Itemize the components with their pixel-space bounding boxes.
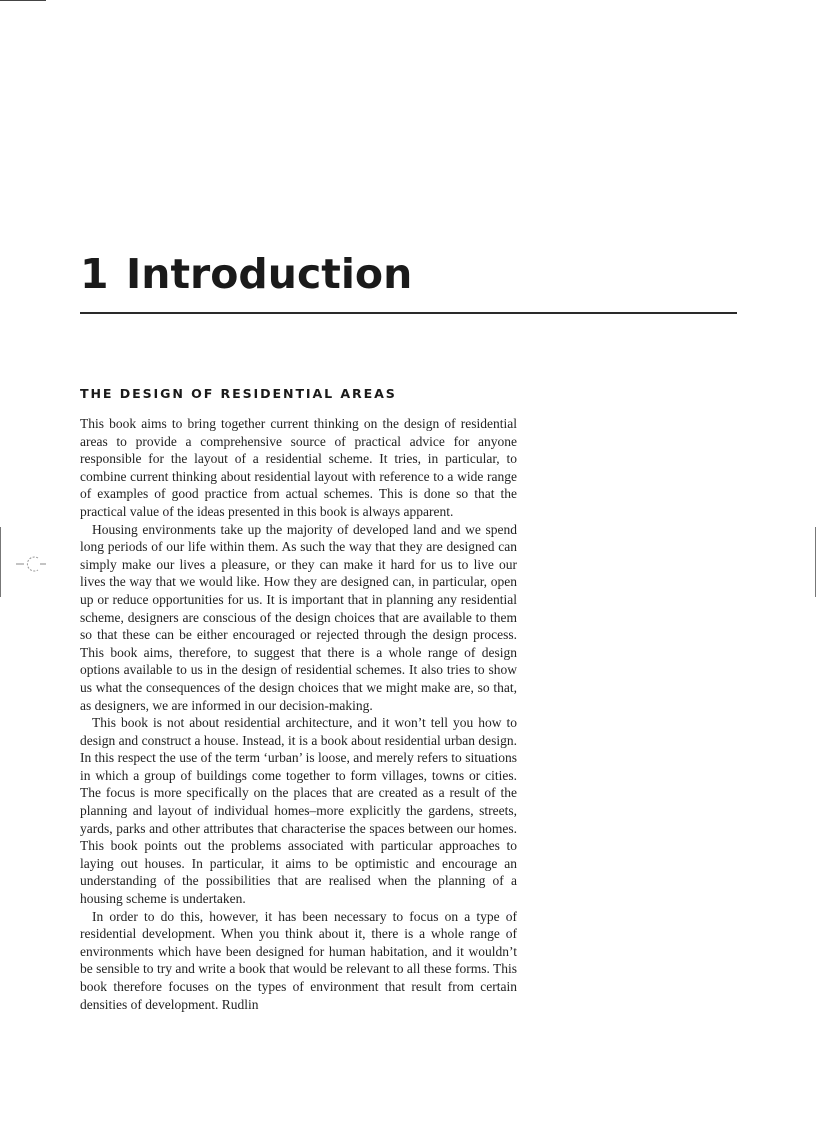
top-crop-rule — [0, 0, 46, 1]
left-margin-line — [0, 527, 1, 597]
paragraph: Housing environments take up the majority of developed land and we spend long periods of our life within them. As such the way that they are designed can simply make our lives a pleasure, or they can make it hard for us to live our lives the way that we would like. How they are designed can, in particular, open up or reduce opportunities for us. It is important that in planning any residential scheme, designers are conscious of the design choices that are available to them so that these can be either encouraged or rejected through the design process. This book aims, therefore, to suggest that there is a whole range of design options available to us in the design of residential schemes. It also tries to show us what the consequences of the design choices that we might make are, so that, as designers, we are informed in our decision-making. — [80, 521, 517, 713]
chapter-heading — [80, 250, 412, 298]
paragraph: In order to do this, however, it has been necessary to focus on a type of residential development. When you think about it, there is a whole range of environments which have been designed for human habitation, and it wouldn’t be sensible to try and write a book that would be relevant to all these forms. This book therefore focuses on the types of environment that result from certain densities of development. Rudlin — [80, 908, 517, 1012]
chapter-divider — [80, 312, 737, 314]
section-heading: THE DESIGN OF RESIDENTIAL AREAS — [80, 386, 397, 401]
body-text — [80, 415, 517, 1013]
registration-mark-icon — [14, 552, 48, 576]
paragraph: This book aims to bring together current thinking on the design of residential areas to provide a comprehensive source of practical advice for anyone responsible for the layout of a residential scheme. It tries, in particular, to combine current thinking about residential layout with reference to a wide range of examples of good practice from actual schemes. This is done so that the practical value of the ideas presented in this book is always apparent. — [80, 416, 517, 519]
chapter-title: Introduction — [126, 250, 413, 298]
chapter-number: 1 — [80, 250, 109, 298]
paragraph: This book is not about residential architecture, and it won’t tell you how to design and construct a house. Instead, it is a book about residential urban design. In this respect the use of the term ‘urban’ is loose, and merely refers to situations in which a group of buildings come together to form villages, towns or cities. The focus is more specifically on the places that are created as a result of the planning and layout of individual homes–more explicitly the gardens, streets, yards, parks and other attributes that characterise the spaces between our homes. This book points out the problems associated with particular approaches to laying out houses. In particular, it aims to be optimistic and encourage an understanding of the possibilities that are realised when the planning of a housing scheme is undertaken. — [80, 715, 517, 907]
